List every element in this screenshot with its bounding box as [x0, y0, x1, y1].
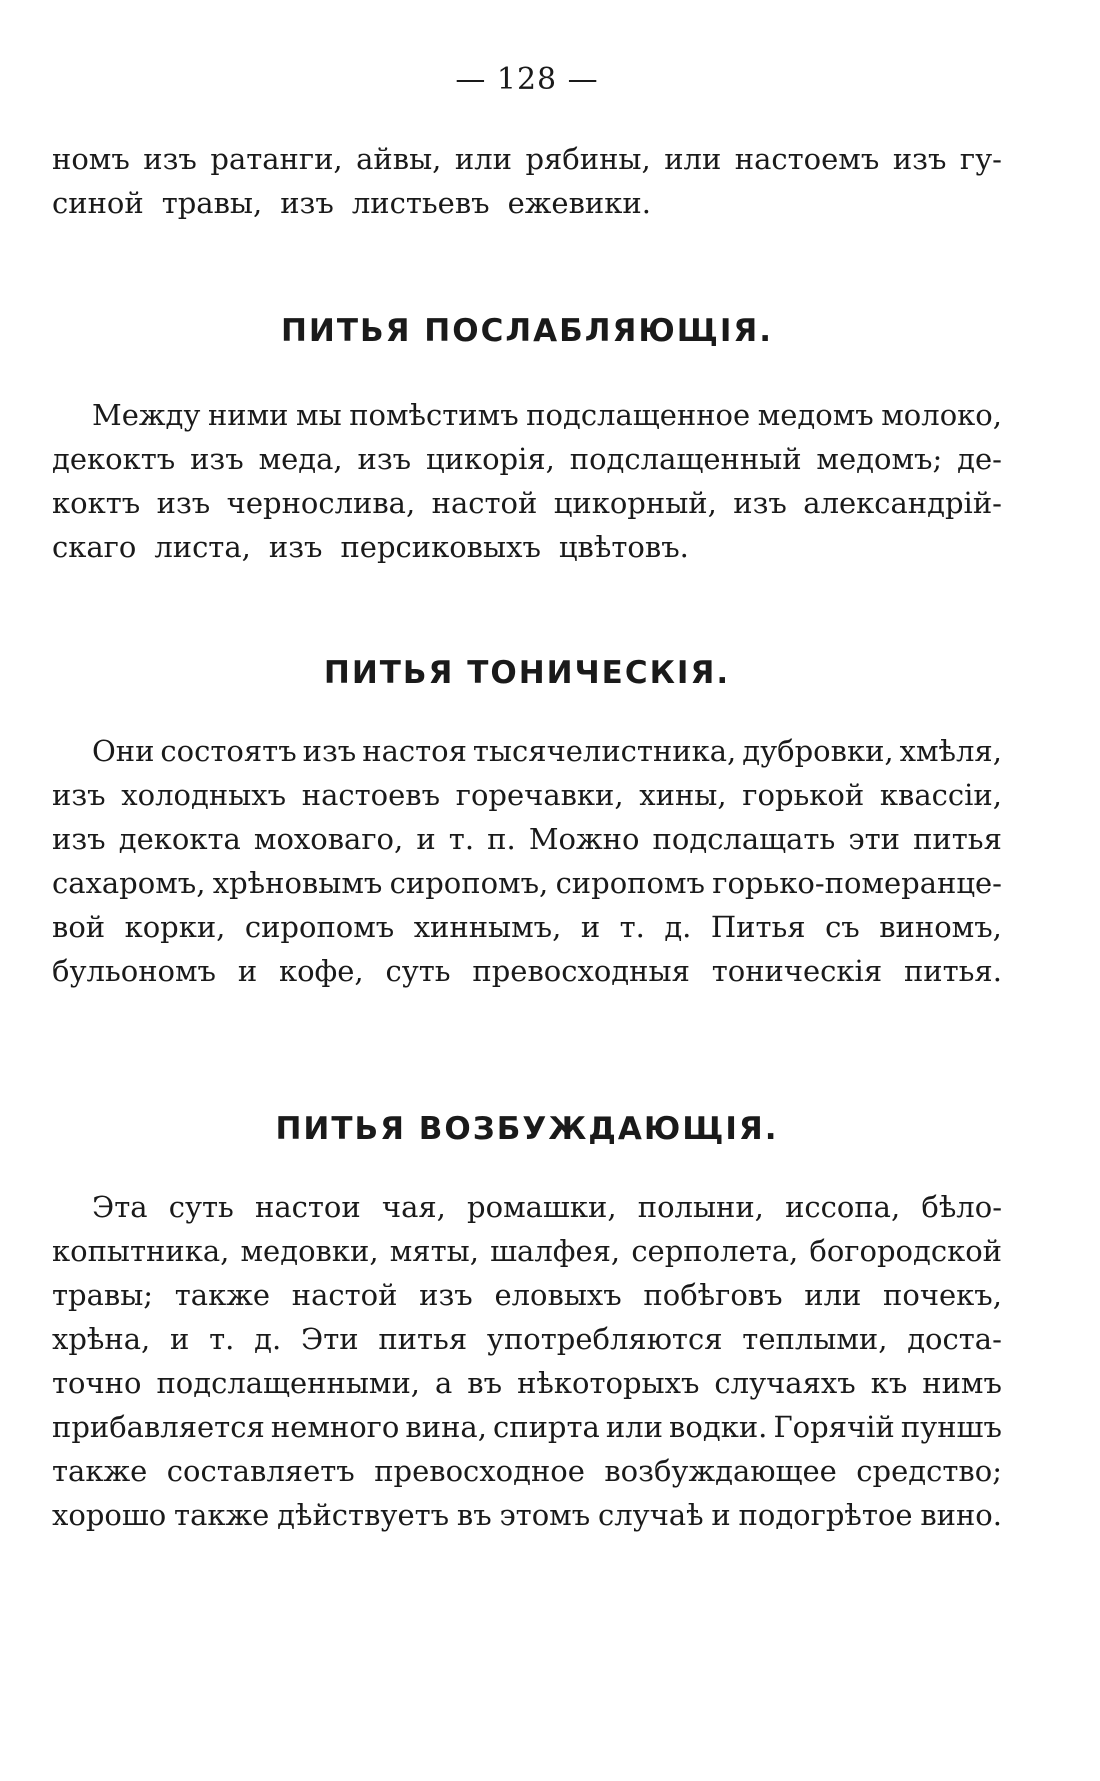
word: вой — [52, 910, 106, 944]
word: въ — [456, 1498, 492, 1532]
word: ромашки, — [467, 1190, 617, 1224]
word: или — [804, 1278, 862, 1312]
word: сиропомъ — [555, 866, 705, 900]
word: травы; — [52, 1278, 154, 1312]
word: и — [580, 910, 601, 944]
word: дубровки, — [742, 734, 894, 768]
word: хиннымъ, — [413, 910, 562, 944]
word: или — [664, 142, 722, 176]
word: точно — [52, 1366, 142, 1400]
word: д. — [664, 910, 692, 944]
word: составляетъ — [166, 1454, 355, 1488]
word: айвы, — [356, 142, 442, 176]
word: александрій- — [803, 486, 1002, 520]
text-line — [52, 1493, 1002, 1537]
word: синой — [52, 186, 144, 220]
paragraph-stimulating-drinks — [52, 1185, 1002, 1537]
word: изъ — [156, 486, 211, 520]
word: мяты, — [389, 1234, 479, 1268]
word: въ — [467, 1366, 503, 1400]
word: Они — [92, 734, 155, 768]
word: хины, — [639, 778, 727, 812]
word: суть — [385, 954, 451, 988]
word: кофе, — [278, 954, 364, 988]
word: также — [52, 1454, 148, 1488]
word: употребляются — [486, 1322, 723, 1356]
word: настоя — [362, 734, 467, 768]
text-line — [52, 1317, 1002, 1361]
word: вино. — [920, 1498, 1002, 1532]
word: богородской — [809, 1234, 1002, 1268]
word: нѣкоторыхъ — [517, 1366, 700, 1400]
word: персиковыхъ — [340, 530, 541, 564]
word: холодныхъ — [121, 778, 287, 812]
word: изъ — [52, 822, 106, 856]
text-line — [52, 949, 1002, 993]
text-line — [52, 1449, 1002, 1493]
word: изъ — [302, 734, 357, 768]
word: средство; — [856, 1454, 1002, 1488]
word: изъ — [143, 142, 197, 176]
word: эти — [848, 822, 900, 856]
word: травы, — [161, 186, 263, 220]
word: помѣстимъ — [349, 398, 519, 432]
word: подслащать — [652, 822, 836, 856]
word: настой — [431, 486, 538, 520]
word: чая, — [381, 1190, 446, 1224]
word: водки. — [669, 1410, 768, 1444]
word: настои — [255, 1190, 361, 1224]
book-page — [52, 62, 1002, 1537]
word: изъ — [52, 778, 106, 812]
word: почекъ, — [883, 1278, 1002, 1312]
word: листа, — [154, 530, 251, 564]
word: шалфея, — [490, 1234, 621, 1268]
word: декоктъ — [52, 442, 176, 476]
word: или — [454, 142, 512, 176]
word: молоко, — [881, 398, 1002, 432]
word: и — [711, 1498, 731, 1532]
word: нимъ — [922, 1366, 1002, 1400]
word: скаго — [52, 530, 137, 564]
word: съ — [825, 910, 860, 944]
word: ними — [207, 398, 289, 432]
word: Между — [92, 398, 201, 432]
word: и — [416, 822, 436, 856]
text-line — [52, 1273, 1002, 1317]
word: коктъ — [52, 486, 141, 520]
text-line — [52, 181, 1002, 225]
word: Питья — [710, 910, 806, 944]
page-number: — 128 — — [455, 62, 599, 97]
word: серполета, — [631, 1234, 799, 1268]
text-line — [52, 525, 1002, 569]
text-line — [52, 1405, 1002, 1449]
word: питья — [913, 822, 1002, 856]
word: питья — [378, 1322, 468, 1356]
word: п. — [487, 822, 516, 856]
word: и — [170, 1322, 190, 1356]
text-line — [52, 393, 1002, 437]
word: къ — [870, 1366, 908, 1400]
word: также — [174, 1498, 270, 1532]
word: подогрѣтое — [738, 1498, 913, 1532]
text-line — [52, 437, 1002, 481]
heading-tonic-drinks: ПИТЬЯ ТОНИЧЕСКІЯ. — [323, 655, 731, 691]
text-line — [52, 729, 1002, 773]
word: спирта — [493, 1410, 600, 1444]
word: изъ — [733, 486, 787, 520]
word: прибавляется — [52, 1410, 265, 1444]
heading-laxative-drinks: ПИТЬЯ ПОСЛАБЛЯЮЩІЯ. — [280, 313, 774, 349]
word: а — [435, 1366, 453, 1400]
word: превосходное — [374, 1454, 585, 1488]
word: хрѣновымъ — [212, 866, 383, 900]
word: пуншъ — [900, 1410, 1002, 1444]
word: возбуждающее — [604, 1454, 837, 1488]
word: листьевъ — [351, 186, 490, 220]
word: ежевики. — [507, 186, 651, 220]
word: декокта — [118, 822, 241, 856]
word: теплыми, — [742, 1322, 888, 1356]
word: мы — [296, 398, 342, 432]
word: побѣговъ — [643, 1278, 783, 1312]
word: горечавки, — [455, 778, 624, 812]
word: подслащенный — [569, 442, 802, 476]
word: рябины, — [525, 142, 651, 176]
text-line — [52, 905, 1002, 949]
word: т. — [448, 822, 475, 856]
word: номъ — [52, 142, 130, 176]
word: тоническія — [711, 954, 883, 988]
word: медовки, — [240, 1234, 379, 1268]
word: хрѣна, — [52, 1322, 151, 1356]
word: состоятъ — [160, 734, 297, 768]
word: бульономъ — [52, 954, 216, 988]
word: доста- — [907, 1322, 1002, 1356]
word: медомъ — [757, 398, 874, 432]
word: случаяхъ — [714, 1366, 856, 1400]
paragraph-intro — [52, 137, 1002, 225]
word: вина, — [405, 1410, 487, 1444]
word: цвѣтовъ. — [558, 530, 689, 564]
word: чернослива, — [226, 486, 416, 520]
paragraph-tonic-drinks — [52, 729, 1002, 993]
text-line — [52, 137, 1002, 181]
text-line — [52, 1229, 1002, 1273]
word: изъ — [419, 1278, 473, 1312]
word: изъ — [190, 442, 244, 476]
word: настоемъ — [734, 142, 880, 176]
word: настой — [291, 1278, 398, 1312]
word: копытника, — [52, 1234, 230, 1268]
word: Эта — [92, 1190, 148, 1224]
word: хмѣля, — [899, 734, 1002, 768]
word: ратанги, — [210, 142, 343, 176]
word: сахаромъ, — [52, 866, 206, 900]
word: д. — [254, 1322, 282, 1356]
text-line — [52, 1361, 1002, 1405]
word: полыни, — [637, 1190, 764, 1224]
heading-stimulating-drinks: ПИТЬЯ ВОЗБУЖДАЮЩІЯ. — [275, 1111, 779, 1147]
word: виномъ, — [879, 910, 1002, 944]
word: изъ — [357, 442, 412, 476]
word: корки, — [124, 910, 226, 944]
word: или — [605, 1410, 663, 1444]
word: сиропомъ, — [389, 866, 549, 900]
word: иссопа, — [785, 1190, 901, 1224]
word: т. — [619, 910, 645, 944]
word: также — [174, 1278, 271, 1312]
word: гу- — [959, 142, 1002, 176]
word: подслащенными, — [156, 1366, 421, 1400]
word: т. — [209, 1322, 235, 1356]
text-line — [52, 861, 1002, 905]
word: медомъ; — [816, 442, 943, 476]
word: Эти — [301, 1322, 359, 1356]
word: изъ — [268, 530, 323, 564]
word: случаѣ — [597, 1498, 704, 1532]
word: изъ — [280, 186, 334, 220]
word: Можно — [528, 822, 640, 856]
text-line — [52, 1185, 1002, 1229]
word: сиропомъ — [244, 910, 395, 944]
word: изъ — [892, 142, 947, 176]
word: превосходныя — [472, 954, 690, 988]
word: подслащенное — [526, 398, 751, 432]
word: суть — [168, 1190, 234, 1224]
text-line — [52, 817, 1002, 861]
word: меда, — [258, 442, 343, 476]
word: этомъ — [499, 1498, 591, 1532]
word: бѣло- — [921, 1190, 1002, 1224]
word: моховаго, — [253, 822, 404, 856]
word: немного — [270, 1410, 400, 1444]
word: и — [237, 954, 258, 988]
word: квассіи, — [879, 778, 1002, 812]
paragraph-laxative-drinks — [52, 393, 1002, 569]
word: хорошо — [52, 1498, 167, 1532]
word: Горячій — [773, 1410, 895, 1444]
word: дѣйствуетъ — [277, 1498, 450, 1532]
word: де- — [957, 442, 1002, 476]
word: настоевъ — [301, 778, 441, 812]
word: еловыхъ — [494, 1278, 622, 1312]
word: горько-померанце- — [712, 866, 1002, 900]
word: цикорія, — [425, 442, 555, 476]
word: цикорный, — [553, 486, 717, 520]
word: горькой — [742, 778, 865, 812]
word: тысячелистника, — [472, 734, 737, 768]
word: питья. — [903, 954, 1002, 988]
text-line — [52, 481, 1002, 525]
text-line — [52, 773, 1002, 817]
